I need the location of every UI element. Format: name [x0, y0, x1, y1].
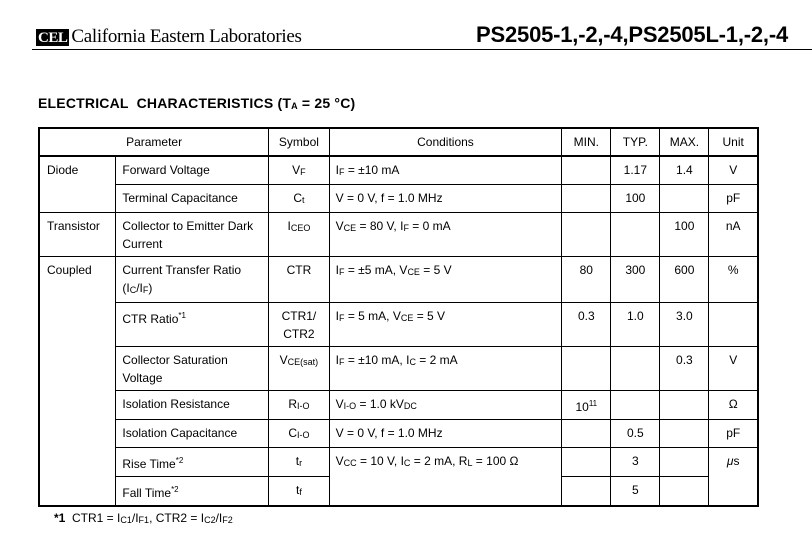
section-title	[38, 95, 355, 111]
ctrr-max-cell: 3.0	[660, 303, 709, 347]
iceo-typ-cell	[611, 213, 660, 257]
footnote-text: CTR1 = IC1/IF1, CTR2 = IC2/IF2	[65, 511, 233, 525]
iceo-cond-cell: VCE = 80 V, IF = 0 mA	[329, 213, 562, 257]
tr-typ-cell: 3	[611, 448, 660, 477]
footnote-mark: *1	[54, 511, 66, 525]
tf-sym-cell: tf	[269, 477, 329, 507]
table-row	[39, 213, 758, 257]
electrical-characteristics-table	[38, 127, 759, 507]
table-row	[39, 185, 758, 213]
vf-typ-cell: 1.17	[611, 156, 660, 185]
iceo-min-cell	[562, 213, 611, 257]
tr-unit-cell: μs	[709, 448, 758, 507]
ct-cond-cell: V = 0 V, f = 1.0 MHz	[329, 185, 562, 213]
group-diode: Diode	[39, 156, 116, 213]
ctr-param-cell: Current Transfer Ratio (IC/IF)	[116, 257, 269, 303]
ctrr-param-cell: CTR Ratio$^{*1}$	[116, 303, 269, 347]
vce-sym-cell: VCE(sat)	[269, 347, 329, 391]
tf-param-cell: Fall Time$^{*2}$	[116, 477, 269, 507]
header-min: MIN.	[562, 128, 611, 156]
header-max: MAX.	[660, 128, 709, 156]
cio-unit-cell: pF	[709, 420, 758, 448]
ctr-sym-cell: CTR	[269, 257, 329, 303]
company-name: California Eastern Laboratories	[71, 26, 302, 47]
cio-min-cell	[562, 420, 611, 448]
rio-max-cell	[660, 391, 709, 420]
vf-param-cell: Forward Voltage	[116, 156, 269, 185]
rio-sym-cell: RI-O	[269, 391, 329, 420]
table-row	[39, 257, 758, 303]
group-transistor: Transistor	[39, 213, 116, 257]
footnote	[54, 511, 233, 525]
tf-max-cell	[660, 477, 709, 507]
tr-param-cell: Rise Time$^{*2}$	[116, 448, 269, 477]
rio-param-cell: Isolation Resistance	[116, 391, 269, 420]
vf-max-cell: 1.4	[660, 156, 709, 185]
table-row	[39, 420, 758, 448]
table-row	[39, 347, 758, 391]
ct-typ-cell: 100	[611, 185, 660, 213]
vce-max-cell: 0.3	[660, 347, 709, 391]
ctr-typ-cell: 300	[611, 257, 660, 303]
company-logo	[36, 26, 302, 48]
table-row	[39, 391, 758, 420]
ct-sym-cell: Ct	[269, 185, 329, 213]
ct-min-cell	[562, 185, 611, 213]
rio-typ-cell	[611, 391, 660, 420]
cio-param-cell: Isolation Capacitance	[116, 420, 269, 448]
ctr-min-cell: 80	[562, 257, 611, 303]
ct-unit-cell: pF	[709, 185, 758, 213]
vf-cond-cell: IF = ±10 mA	[329, 156, 562, 185]
cio-sym-cell: CI-O	[269, 420, 329, 448]
tr-max-cell	[660, 448, 709, 477]
table-row	[39, 448, 758, 477]
header-symbol: Symbol	[269, 128, 329, 156]
section-title-tail: = 25 °C)	[297, 95, 356, 111]
ctrr-sym-cell: CTR1/ CTR2	[269, 303, 329, 347]
ctrr-min-cell: 0.3	[562, 303, 611, 347]
iceo-unit-cell: nA	[709, 213, 758, 257]
logo-mark: CEL	[38, 29, 68, 46]
cio-max-cell	[660, 420, 709, 448]
vce-cond-cell: IF = ±10 mA, IC = 2 mA	[329, 347, 562, 391]
rio-unit-cell: Ω	[709, 391, 758, 420]
tf-typ-cell: 5	[611, 477, 660, 507]
section-title-sub: A	[291, 101, 298, 111]
part-number-title: PS2505-1,-2,-4,PS2505L-1,-2,-4	[476, 22, 788, 47]
vce-typ-cell	[611, 347, 660, 391]
rio-min-cell: $10^{11}$	[562, 391, 611, 420]
vf-sym-cell: VF	[269, 156, 329, 185]
tf-min-cell	[562, 477, 611, 507]
iceo-param-cell: Collector to Emitter Dark Current	[116, 213, 269, 257]
header-divider	[32, 49, 812, 50]
iceo-sym-cell: ICEO	[269, 213, 329, 257]
cio-typ-cell: 0.5	[611, 420, 660, 448]
table-row	[39, 303, 758, 347]
header-conditions: Conditions	[329, 128, 562, 156]
vce-unit-cell: V	[709, 347, 758, 391]
section-title-text: ELECTRICAL CHARACTERISTICS (T	[38, 95, 292, 111]
ctr-max-cell: 600	[660, 257, 709, 303]
vce-param-cell: Collector Saturation Voltage	[116, 347, 269, 391]
tr-cond-cell: VCC = 10 V, IC = 2 mA, RL = 100 Ω	[329, 448, 562, 507]
ctr-unit-cell: %	[709, 257, 758, 303]
ctrr-cond-cell: IF = 5 mA, VCE = 5 V	[329, 303, 562, 347]
header-typ: TYP.	[611, 128, 660, 156]
page-header	[0, 0, 812, 52]
vf-min-cell	[562, 156, 611, 185]
rio-cond-cell: VI-O = 1.0 kVDC	[329, 391, 562, 420]
vce-min-cell	[562, 347, 611, 391]
ct-param-cell: Terminal Capacitance	[116, 185, 269, 213]
tr-sym-cell: tr	[269, 448, 329, 477]
header-unit: Unit	[709, 128, 758, 156]
tr-min-cell	[562, 448, 611, 477]
table-header-row	[39, 128, 758, 156]
ctrr-unit-cell	[709, 303, 758, 347]
ct-max-cell	[660, 185, 709, 213]
iceo-max-cell: 100	[660, 213, 709, 257]
cio-cond-cell: V = 0 V, f = 1.0 MHz	[329, 420, 562, 448]
ctr-cond-cell: IF = ±5 mA, VCE = 5 V	[329, 257, 562, 303]
ctrr-typ-cell: 1.0	[611, 303, 660, 347]
header-parameter: Parameter	[39, 128, 269, 156]
group-coupled: Coupled	[39, 257, 116, 507]
vf-unit-cell: V	[709, 156, 758, 185]
table-row	[39, 156, 758, 185]
